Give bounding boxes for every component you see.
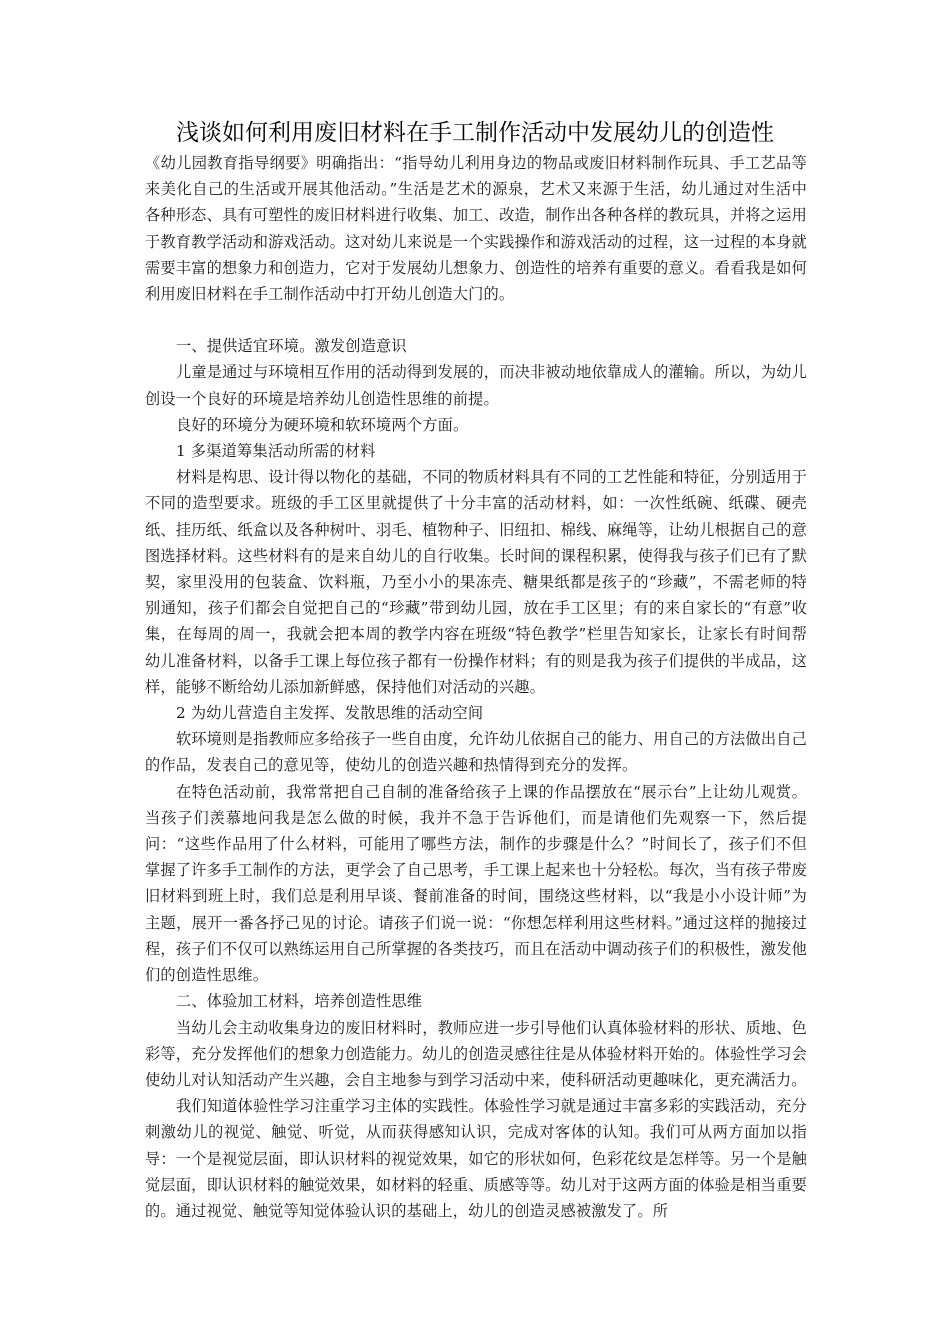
section-heading-1: 一、提供适宜环境。激发创造意识	[176, 337, 407, 356]
subsection-heading-1: 1 多渠道筹集活动所需的材料	[176, 442, 376, 461]
paragraph: 材料是构思、设计得以物化的基础，不同的物质材料具有不同的工艺性能和特征，分别适用于不同的造型要求。班级的手工区里就提供了十分丰富的活动材料，如：一次性纸碗、纸碟、硬壳纸、挂历纸、纸盒以及各种树叶、羽毛、植物种子、旧纽扣、棉线、麻绳等，让幼儿根据自己的意图选择材料。这些材料有的是来自幼儿的自行收集。长时间的课程积累，使得我与孩子们已有了默契，家里没用的包装盒、饮料瓶，乃至小小的果冻壳、糖果纸都是孩子的“珍藏”，不需老师的特别通知，孩子们都会自觉把自己的“珍藏”带到幼儿园，放在手工区里；有的来自家长的“有意”收集，在每周的周一，我就会把本周的教学内容在班级“特色教学”栏里告知家长，让家长有时间帮幼儿准备材料，以备手工课上每位孩子都有一份操作材料；有的则是我为孩子们提供的半成品，这样，能够不断给幼儿添加新鲜感，保持他们对活动的兴趣。	[145, 468, 807, 696]
paragraph: 良好的环境分为硬环境和软环境两个方面。	[176, 415, 469, 434]
paragraph: 在特色活动前，我常常把自己自制的准备给孩子上课的作品摆放在“展示台”上让幼儿观赏。当孩子们羡慕地问我是怎么做的时候，我并不急于告诉他们，而是请他们先观察一下，然后提问：“这些作品用了什么材料，可能用了哪些方法，制作的步骤是什么？”时间长了，孩子们不但掌握了许多手工制作的方法，更学会了自己思考，手工课上起来也十分轻松。每次，当有孩子带废旧材料到班上时，我们总是利用早谈、餐前准备的时间，围绕这些材料，以“我是小小设计师”为主题，展开一番各抒己见的讨论。请孩子们说一说：“你想怎样利用这些材料。”通过这样的抛接过程，孩子们不仅可以熟练运用自己所掌握的各类技巧，而且在活动中调动孩子们的积极性，激发他们的创造性思维。	[145, 782, 807, 985]
document-body	[145, 150, 807, 1224]
section-heading-2: 二、体验加工材料，培养创造性思维	[176, 992, 423, 1011]
subsection-heading-2: 2 为幼儿营造自主发挥、发散思维的活动空间	[176, 704, 484, 723]
paragraph: 当幼儿会主动收集身边的废旧材料时，教师应进一步引导他们认真体验材料的形状、质地、色彩等，充分发挥他们的想象力创造能力。幼儿的创造灵感往往是从体验材料开始的。体验性学习会使幼儿对认知活动产生兴趣，会自主地参与到学习活动中来，使科研活动更趣味化，更充满活力。	[145, 1018, 807, 1089]
paragraph: 我们知道体验性学习注重学习主体的实践性。体验性学习就是通过丰富多彩的实践活动，充分刺激幼儿的视觉、触觉、听觉，从而获得感知认识，完成对客体的认知。我们可从两方面加以指导：一个是视觉层面，即认识材料的视觉效果，如它的形状如何，色彩花纹是怎样等。另一个是触觉层面，即认识材料的触觉效果，如材料的轻重、质感等等。幼儿对于这两方面的体验是相当重要的。通过视觉、触觉等知觉体验认识的基础上，幼儿的创造灵感被激发了。所	[145, 1097, 807, 1220]
paragraph-intro: 《幼儿园教育指导纲要》明确指出：“指导幼儿利用身边的物品或废旧材料制作玩具、手工艺品等来美化自己的生活或开展其他活动。”生活是艺术的源泉，艺术又来源于生活，幼儿通过对生活中各种形态、具有可塑性的废旧材料进行收集、加工、改造，制作出各种各样的教玩具，并将之运用于教育教学活动和游戏活动。这对幼儿来说是一个实践操作和游戏活动的过程，这一过程的本身就需要丰富的想象力和创造力，它对于发展幼儿想象力、创造性的培养有重要的意义。看看我是如何利用废旧材料在手工制作活动中打开幼儿创造大门的。	[145, 154, 807, 304]
document-title: 浅谈如何利用废旧材料在手工制作活动中发展幼儿的创造性	[176, 120, 774, 146]
paragraph: 儿童是通过与环境相互作用的活动得到发展的，而决非被动地依靠成人的灌输。所以，为幼儿创设一个良好的环境是培养幼儿创造性思维的前提。	[145, 363, 807, 408]
paragraph: 软环境则是指教师应多给孩子一些自由度，允许幼儿依据自己的能力、用自己的方法做出自己的作品，发表自己的意见等，使幼儿的创造兴趣和热情得到充分的发挥。	[145, 730, 807, 775]
paragraph-gap	[145, 307, 807, 333]
